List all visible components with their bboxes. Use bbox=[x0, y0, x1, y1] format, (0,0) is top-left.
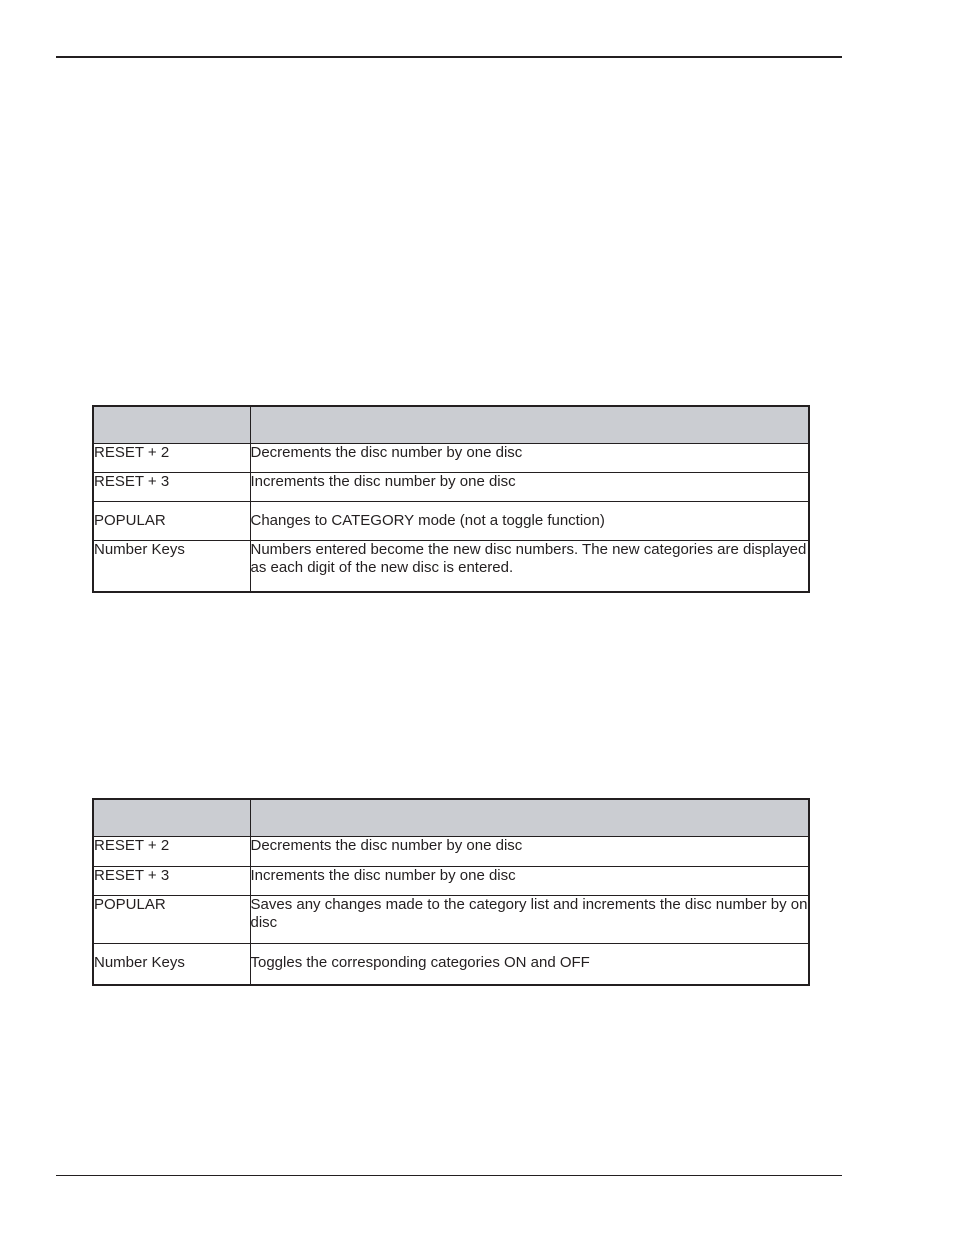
description-cell: Decrements the disc number by one disc bbox=[250, 444, 809, 473]
description-column-header bbox=[250, 406, 809, 444]
table-row bbox=[93, 502, 809, 541]
table-header-row bbox=[93, 406, 809, 444]
table-row bbox=[93, 896, 809, 944]
key-cell: Number Keys bbox=[93, 944, 250, 986]
description-cell: Saves any changes made to the category list and increments the disc number by on disc bbox=[250, 896, 809, 944]
description-cell: Toggles the corresponding categories ON and OFF bbox=[250, 944, 809, 986]
description-cell: Increments the disc number by one disc bbox=[250, 867, 809, 896]
table-row bbox=[93, 444, 809, 473]
table-row bbox=[93, 473, 809, 502]
table-row bbox=[93, 944, 809, 986]
key-column-header bbox=[93, 406, 250, 444]
description-column-header bbox=[250, 799, 809, 837]
key-cell: RESET + 2 bbox=[93, 444, 250, 473]
category-mode-key-table bbox=[92, 798, 810, 986]
key-column-header bbox=[93, 799, 250, 837]
key-cell: POPULAR bbox=[93, 896, 250, 944]
table-row bbox=[93, 867, 809, 896]
header-rule bbox=[56, 56, 842, 58]
description-cell: Changes to CATEGORY mode (not a toggle function) bbox=[250, 502, 809, 541]
key-cell: RESET + 2 bbox=[93, 837, 250, 867]
key-cell: RESET + 3 bbox=[93, 473, 250, 502]
key-cell: RESET + 3 bbox=[93, 867, 250, 896]
description-cell: Numbers entered become the new disc numbers. The new categories are displayed as each digit of the new disc is entered. bbox=[250, 541, 809, 593]
description-cell: Decrements the disc number by one disc bbox=[250, 837, 809, 867]
description-cell: Increments the disc number by one disc bbox=[250, 473, 809, 502]
table-row bbox=[93, 837, 809, 867]
disc-mode-key-table bbox=[92, 405, 810, 593]
table-header-row bbox=[93, 799, 809, 837]
key-cell: Number Keys bbox=[93, 541, 250, 593]
key-cell: POPULAR bbox=[93, 502, 250, 541]
table-row bbox=[93, 541, 809, 593]
footer-rule bbox=[56, 1175, 842, 1176]
